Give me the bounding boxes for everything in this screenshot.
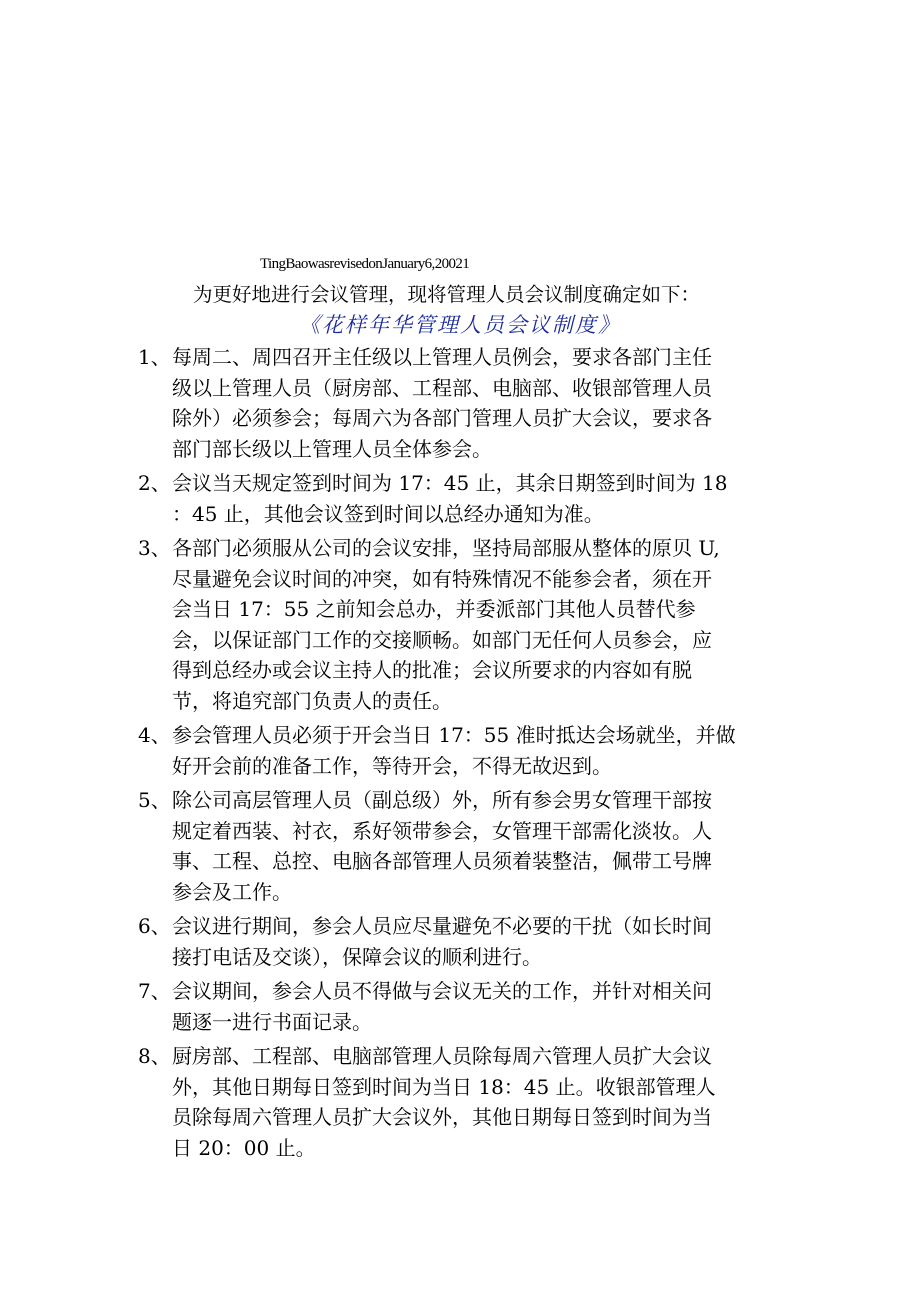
rule-number: 4、: [138, 723, 171, 747]
rule-line: 厨房部、工程部、电脑部管理人员除每周六管理人员扩大会议: [172, 1044, 712, 1068]
rule-text: [172, 1041, 778, 1163]
rule-number: 5、: [138, 788, 171, 812]
rule-text: [172, 533, 778, 716]
rule-text: [172, 342, 778, 464]
rule-line: 参会管理人员必须于开会当日 17：55 准时抵达会场就坐，并做: [172, 723, 736, 747]
rule-line: 每周二、周四召开主任级以上管理人员例会，要求各部门主任: [172, 345, 712, 369]
rule-text: [172, 976, 778, 1037]
rule-line: 会议当天规定签到时间为 17：45 止，其余日期签到时间为 18: [172, 471, 728, 495]
rule-line: 会议期间，参会人员不得做与会议无关的工作，并针对相关问: [172, 979, 712, 1003]
rule-number: 7、: [138, 979, 171, 1003]
rule-text: [172, 785, 778, 907]
rule-number: 1、: [138, 345, 171, 369]
rule-item: [138, 1041, 778, 1163]
rule-line: 接打电话及交谈），保障会议的顺利进行。: [172, 944, 542, 969]
rule-item: [138, 342, 778, 464]
rule-line: 日 20：00 止。: [172, 1135, 316, 1160]
rule-text: [172, 911, 778, 972]
rule-item: [138, 468, 778, 529]
rule-line: 好开会前的准备工作，等待开会，不得无故迟到。: [172, 753, 612, 778]
intro-sentence: 为更好地进行会议管理，现将管理人员会议制度确定如下：: [193, 283, 701, 306]
rule-text: [172, 720, 778, 781]
rule-number: 2、: [138, 471, 171, 495]
rule-line: 部门部长级以上管理人员全体参会。: [172, 436, 492, 461]
revision-note: TingBaowasrevisedonJanuary6,20021: [260, 256, 470, 272]
rule-line: 除公司高层管理人员（副总级）外，所有参会男女管理干部按: [172, 788, 712, 812]
rule-item: [138, 533, 778, 716]
rule-line: 尽量避免会议时间的冲突，如有特殊情况不能参会者，须在开: [172, 566, 712, 591]
document-title: 《花样年华管理人员会议制度》: [299, 313, 621, 337]
rule-line: 会议进行期间，参会人员应尽量避免不必要的干扰（如长时间: [172, 914, 712, 938]
rule-line: ：45 止，其他会议签到时间以总经办通知为准。: [172, 501, 604, 526]
rule-line: 级以上管理人员（厨房部、工程部、电脑部、收银部管理人员: [172, 375, 712, 400]
rule-number: 6、: [138, 914, 171, 938]
rule-number: 3、: [138, 536, 171, 560]
rule-line: 节，将追究部门负责人的责任。: [172, 688, 452, 713]
rule-line: 会，以保证部门工作的交接顺畅。如部门无任何人员参会，应: [172, 627, 712, 652]
rule-line: 事、工程、总控、电脑各部管理人员须着装整洁，佩带工号牌: [172, 849, 712, 873]
rules-list: [138, 342, 778, 1167]
rule-line: 会当日 17：55 之前知会总办，并委派部门其他人员替代参: [172, 597, 696, 621]
rule-line: 得到总经办或会议主持人的批准；会议所要求的内容如有脱: [172, 658, 692, 682]
rule-line: 除外）必须参会；每周六为各部门管理人员扩大会议，要求各: [172, 406, 712, 430]
rule-item: [138, 911, 778, 972]
rule-item: [138, 976, 778, 1037]
rule-line: 参会及工作。: [172, 879, 292, 904]
rule-line: 题逐一进行书面记录。: [172, 1009, 372, 1034]
rule-line: 各部门必须服从公司的会议安排，坚持局部服从整体的原贝 U,: [172, 536, 720, 560]
rule-number: 8、: [138, 1044, 171, 1068]
rule-line: 外，其他日期每日签到时间为当日 18：45 止。收银部管理人: [172, 1074, 716, 1099]
rule-line: 员除每周六管理人员扩大会议外，其他日期每日签到时间为当: [172, 1105, 712, 1129]
rule-text: [172, 468, 778, 529]
rule-item: [138, 720, 778, 781]
rule-line: 规定着西装、衬衣，系好领带参会，女管理干部需化淡妆。人: [172, 818, 712, 843]
rule-item: [138, 785, 778, 907]
